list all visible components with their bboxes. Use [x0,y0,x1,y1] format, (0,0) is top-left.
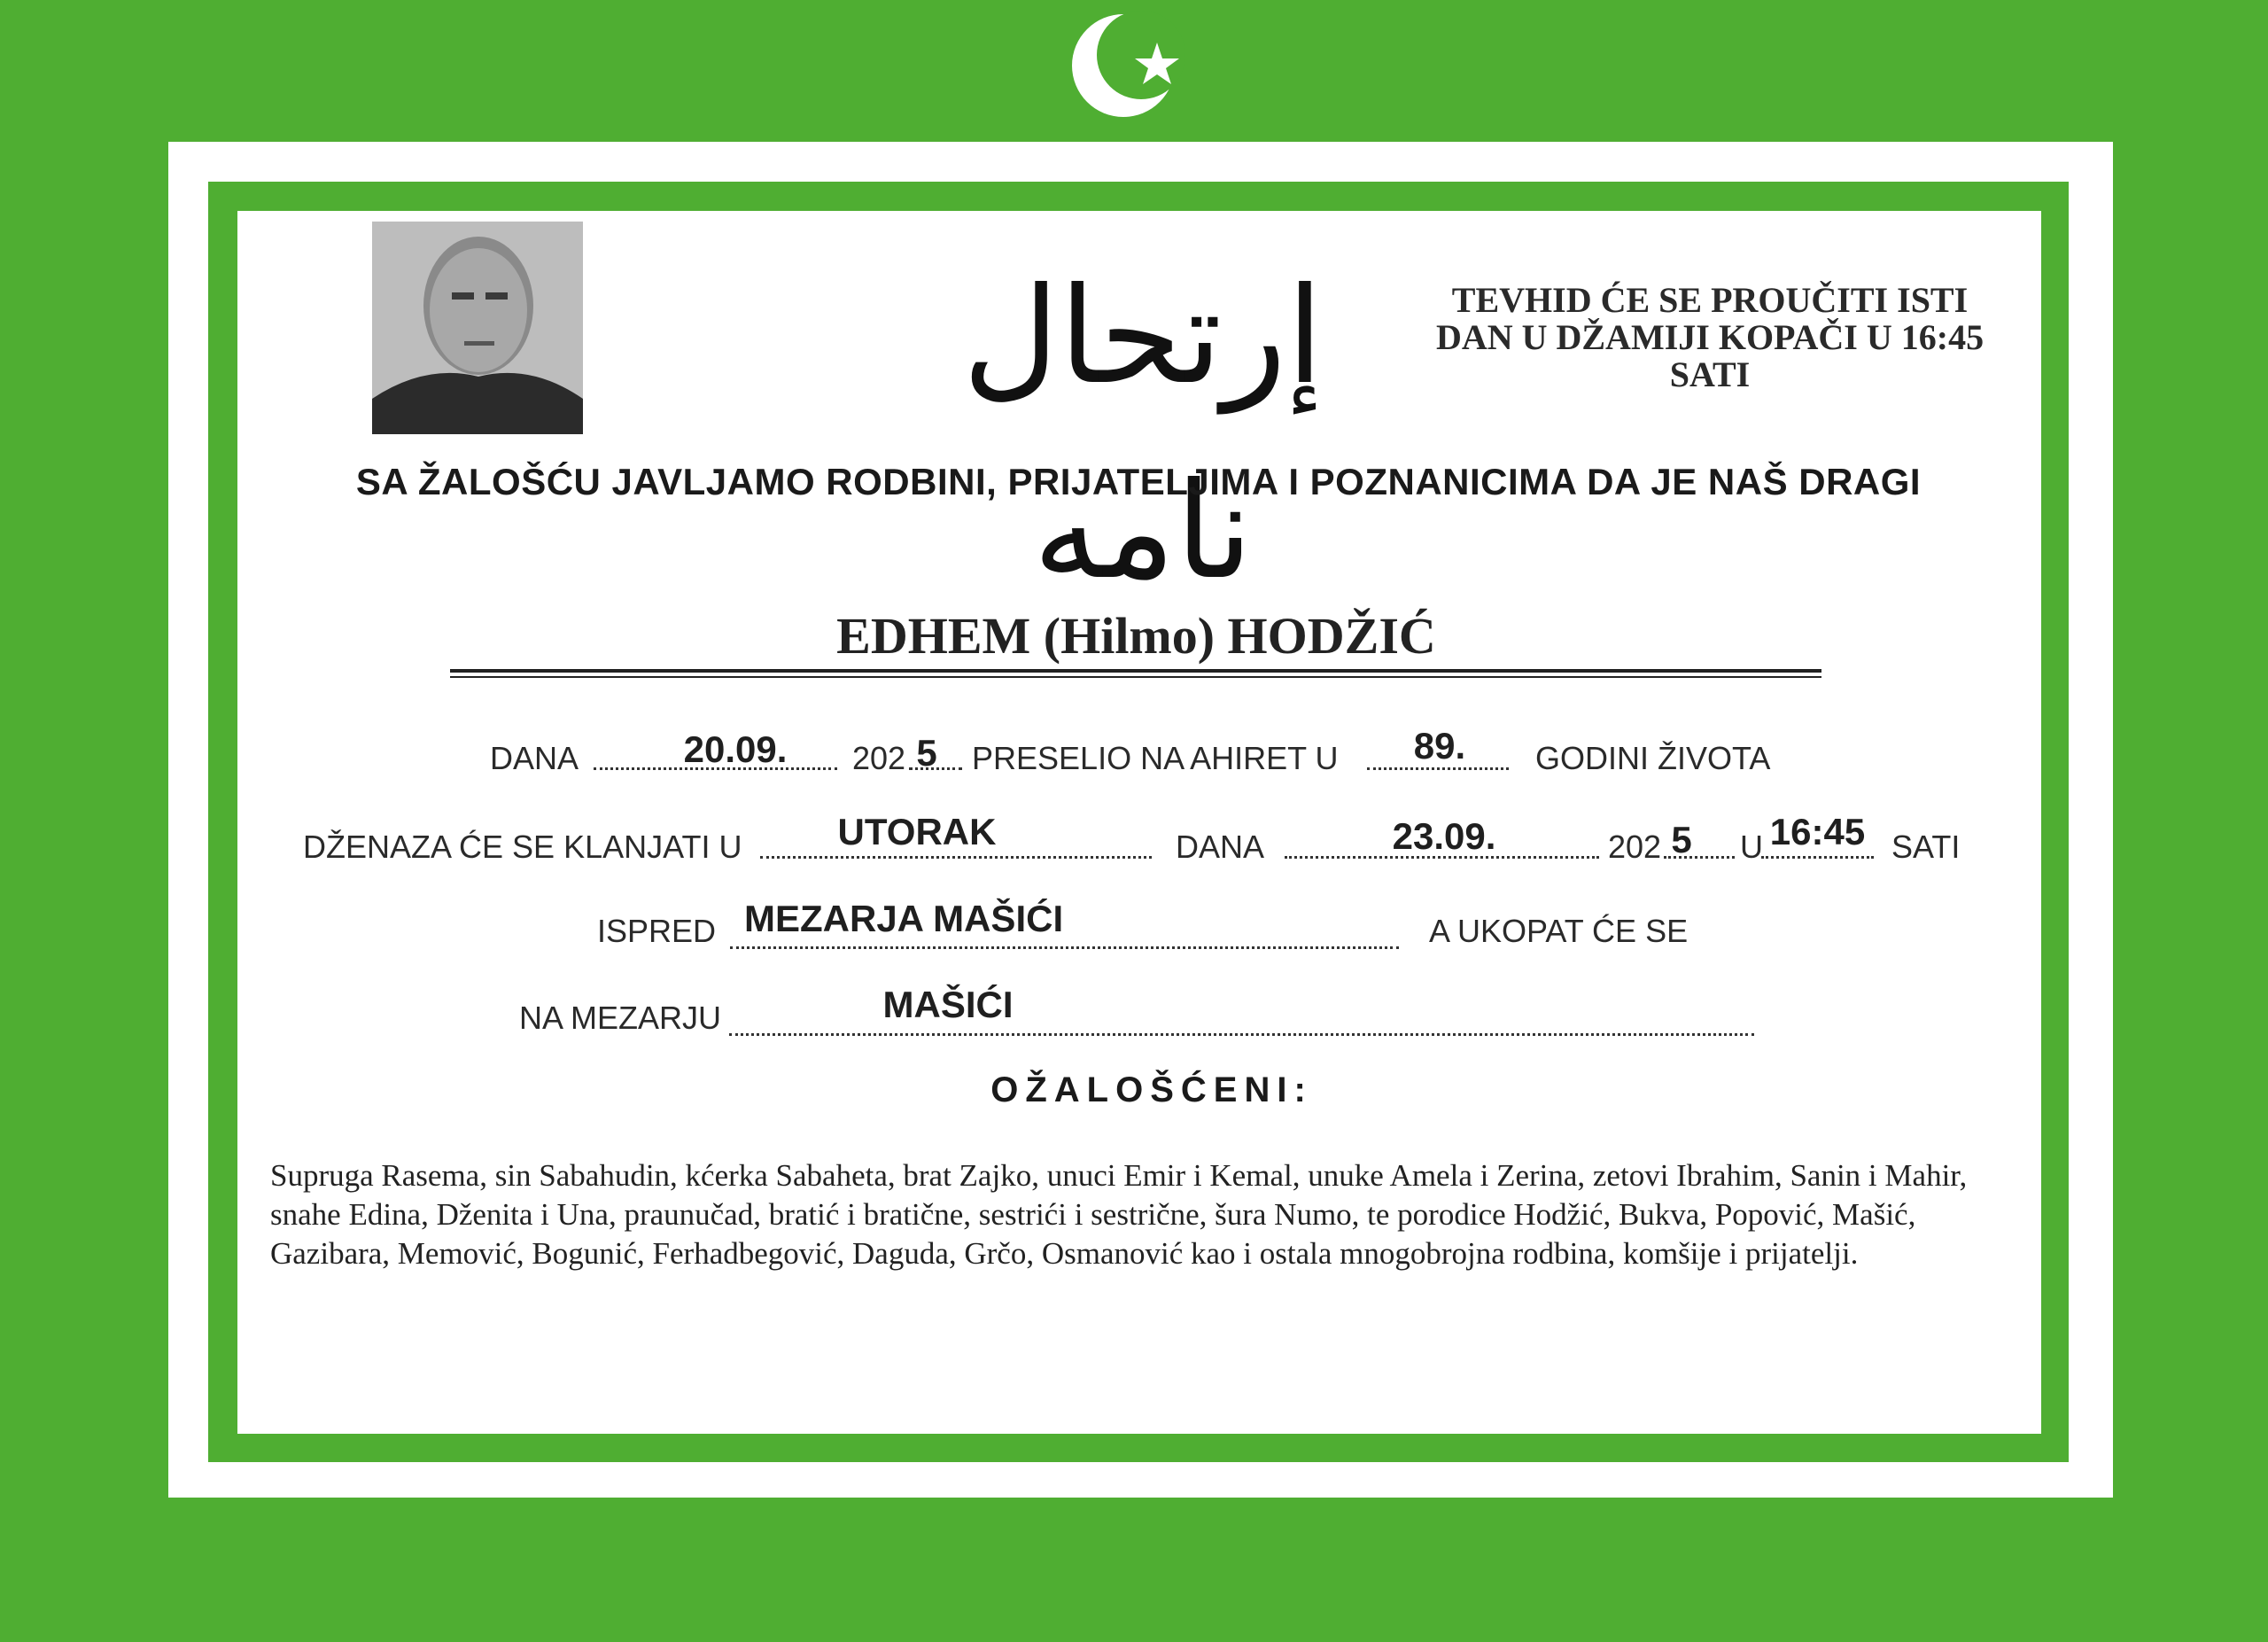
tevhid-notice [1400,282,2020,393]
year-digit: 5 [916,732,937,774]
crescent-star-icon [1070,7,1194,122]
ispred-label: ISPRED [597,913,717,949]
dana-label: DANA [490,740,579,776]
funeral-day: UTORAK [837,811,997,852]
cemetery-dotline [729,1033,1754,1036]
year2-dotline [1664,856,1735,859]
day-dotline [760,856,1152,859]
time-dotline [1761,856,1874,859]
dzenaza-label: DŽENAZA ĆE SE KLANJATI U [303,829,742,865]
mourners-heading: OŽALOŠĆENI: [990,1070,1313,1109]
place-dotline [730,946,1399,949]
portrait-icon [372,222,583,434]
age-value: 89. [1413,725,1466,767]
mezarju-label: NA MEZARJU [519,1000,722,1036]
deceased-name: EDHEM (Hilmo) HODŽIĆ [836,607,1436,665]
arabic-title: إرتحال نامه [962,260,1324,609]
dana2-label: DANA [1176,829,1265,865]
death-date: 20.09. [683,728,788,770]
ukopat-label: A UKOPAT ĆE SE [1429,913,1689,949]
year-prefix: 202 [852,740,906,776]
funeral-date: 23.09. [1392,815,1496,857]
year-dotline [909,767,962,770]
funeral-time: 16:45 [1769,811,1866,852]
tevhid-line-3: SATI [1669,354,1751,394]
announcement-intro: SA ŽALOŠĆU JAVLJAMO RODBINI, PRIJATELJIMA I POZNANICIMA DA JE NAŠ DRAGI [355,461,1922,502]
tevhid-line-1: TEVHID ĆE SE PROUČITI ISTI [1451,280,1969,320]
funeral-place: MEZARJA MAŠIĆI [744,898,1064,939]
year2-digit: 5 [1671,819,1692,860]
u-label: U [1740,829,1763,865]
sati-label: SATI [1891,829,1961,865]
godini-label: GODINI ŽIVOTA [1535,740,1771,776]
portrait-photo [372,222,583,434]
year2-prefix: 202 [1608,829,1662,865]
cemetery-name: MAŠIĆI [882,984,1014,1025]
tevhid-line-2: DAN U DŽAMIJI KOPAČI U 16:45 [1435,317,1984,357]
name-underline [450,669,1821,678]
mourners-list: Supruga Rasema, sin Sabahudin, kćerka Sabaheta, brat Zajko, unuci Emir i Kemal, unuke Amela i Zerina, zetovi Ibrahim, Sanin i Mahir, snahe Edina, Dženita i Una, praunučad, bratić i bratične, sestrići i sestrične, šura Numo, te porodice Hodžić, Bukva, Popović, Mašić, Gazibara, Memović, Bogunić, Ferhadbegović, Daguda, Grčo, Osmanović kao i ostala mnogobrojna rodbina, komšije i prijatelji. [270,1158,1968,1271]
preselio-label: PRESELIO NA AHIRET U [972,740,1339,776]
age-dotline [1367,767,1509,770]
